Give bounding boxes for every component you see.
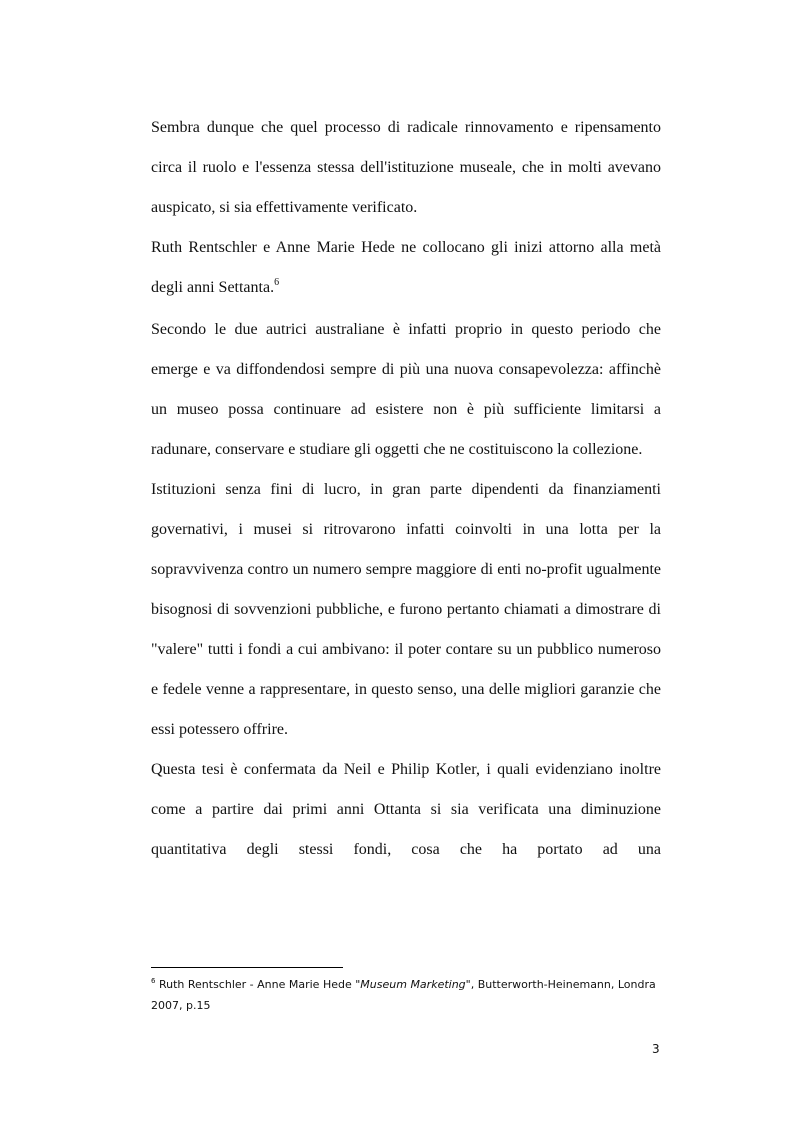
footnote-title: Museum Marketing xyxy=(360,978,466,991)
footnote-separator xyxy=(151,967,343,968)
paragraph-5: Questa tesi è confermata da Neil e Philip Kotler, i quali evidenziano inoltre come a partire dai primi anni Ottanta si sia verificata una diminuzione quantitativa degli stessi fondi, cosa che ha portato ad una xyxy=(151,761,661,858)
footnote-text-after: ", Butterworth-Heinemann, Londra 2007, p.15 xyxy=(151,978,656,1012)
paragraph-1: Sembra dunque che quel processo di radicale rinnovamento e ripensamento circa il ruolo e l'essenza stessa dell'istituzione museale, che in molti avevano auspicato, si sia effettivamente verificato. xyxy=(151,119,661,216)
page-number: 3 xyxy=(652,1042,660,1056)
paragraph-2-text: Ruth Rentschler e Anne Marie Hede ne collocano gli inizi attorno alla metà degli anni Settanta. xyxy=(151,239,661,296)
footnote-reference[interactable]: 6 xyxy=(274,277,280,288)
body-text xyxy=(151,108,661,870)
footnote xyxy=(151,975,671,1015)
footnote-text-before: Ruth Rentschler - Anne Marie Hede " xyxy=(158,978,361,991)
paragraph-3: Secondo le due autrici australiane è infatti proprio in questo periodo che emerge e va diffondendosi sempre di più una nuova consapevolezza: affinchè un museo possa continuare ad esistere non è più sufficiente limitarsi a radunare, conservare e studiare gli oggetti che ne costituiscono la collezione. xyxy=(151,321,661,458)
paragraph-2 xyxy=(151,228,661,310)
footnote-number: 6 xyxy=(151,977,156,985)
paragraph-4: Istituzioni senza fini di lucro, in gran parte dipendenti da finanziamenti governativi, i musei si ritrovarono infatti coinvolti in una lotta per la sopravvivenza contro un numero sempre maggiore di enti no-profit ugualmente bisognosi di sovvenzioni pubbliche, e furono pertanto chiamati a dimostrare di "valere" tutti i fondi a cui ambivano: il poter contare su un pubblico numeroso e fedele venne a rappresentare, in questo senso, una delle migliori garanzie che essi potessero offrire. xyxy=(151,481,661,738)
